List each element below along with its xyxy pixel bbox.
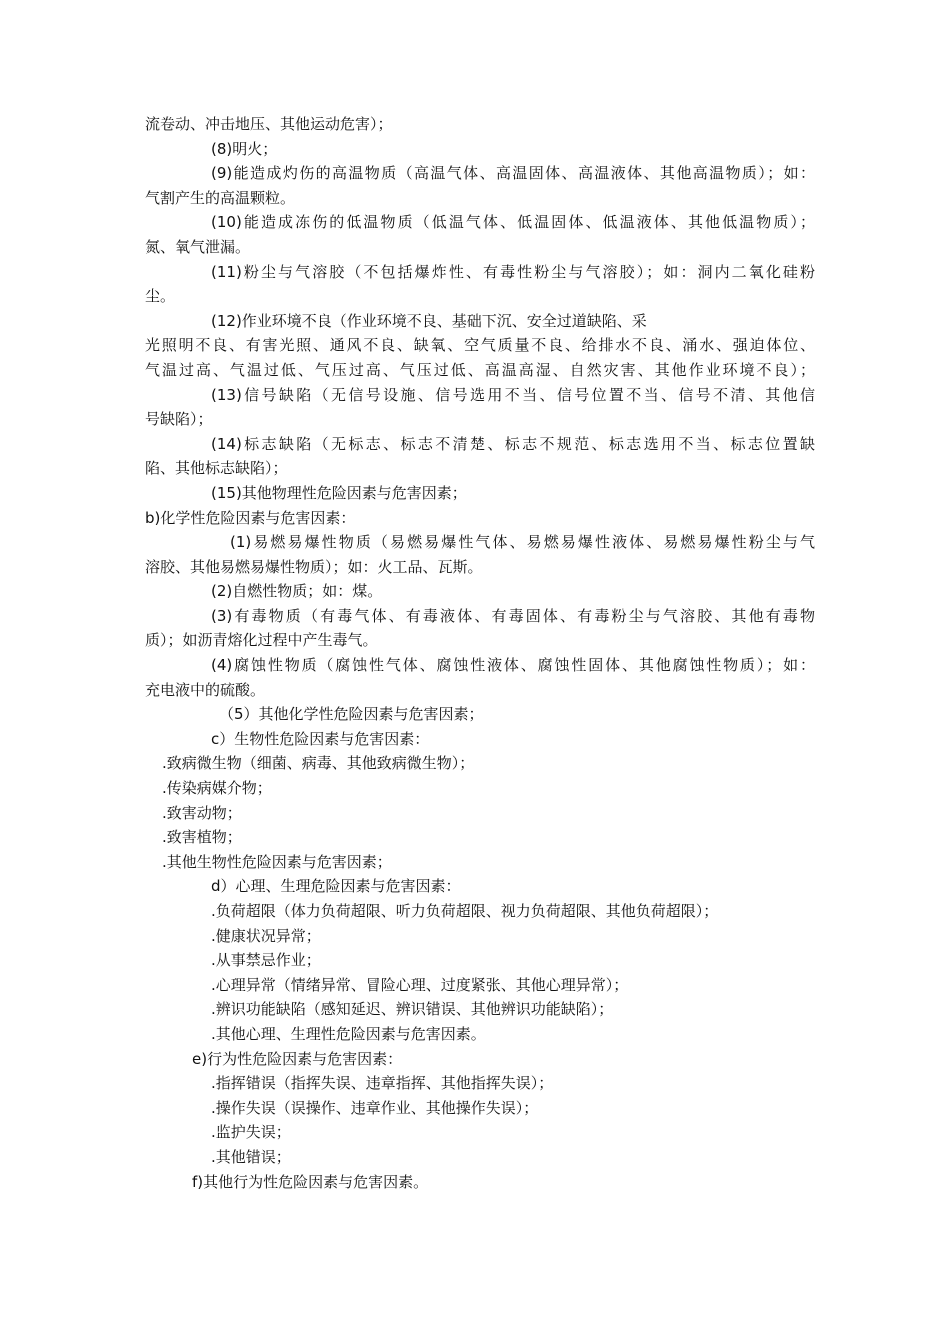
document-line: .健康状况异常； <box>211 926 321 945</box>
document-line: .其他心理、生理性危险因素与危害因素。 <box>211 1024 486 1043</box>
document-line: (1)易燃易爆性物质（易燃易爆性气体、易燃易爆性液体、易燃易爆性粉尘与气 <box>230 533 815 552</box>
document-line: (4)腐蚀性物质（腐蚀性气体、腐蚀性液体、腐蚀性固体、其他腐蚀性物质）；如： <box>211 656 815 675</box>
document-line: .操作失误（误操作、违章作业、其他操作失误）； <box>211 1098 539 1117</box>
document-line: 陷、其他标志缺陷）； <box>145 459 288 478</box>
document-line: .监护失误； <box>211 1123 291 1142</box>
document-line: (14)标志缺陷（无标志、标志不清楚、标志不规范、标志选用不当、标志位置缺 <box>211 434 815 453</box>
document-line: .从事禁忌作业； <box>211 951 321 970</box>
document-line: 尘。 <box>145 287 176 306</box>
document-line: (15)其他物理性危险因素与危害因素； <box>211 483 467 502</box>
document-line: (12)作业环境不良（作业环境不良、基础下沉、安全过道缺陷、采 <box>211 311 647 330</box>
document-line: 号缺陷）； <box>145 410 213 429</box>
document-line: .负荷超限（体力负荷超限、听力负荷超限、视力负荷超限、其他负荷超限）； <box>211 902 719 920</box>
document-line: (11)粉尘与气溶胶（不包括爆炸性、有毒性粉尘与气溶胶）；如：洞内二氧化硅粉 <box>211 262 815 281</box>
document-line: f)其他行为性危险因素与危害因素。 <box>192 1172 429 1191</box>
document-line: (2)自燃性物质；如：煤。 <box>211 582 383 601</box>
document-line: (3)有毒物质（有毒气体、有毒液体、有毒固体、有毒粉尘与气溶胶、其他有毒物 <box>211 606 815 625</box>
document-line: 气温过高、气温过低、气压过高、气压过低、高温高湿、自然灾害、其他作业环境不良）； <box>145 360 815 379</box>
document-line: .其他错误； <box>211 1147 291 1166</box>
document-line: b)化学性危险因素与危害因素： <box>145 508 356 527</box>
document-line: (9)能造成灼伤的高温物质（高温气体、高温固体、高温液体、其他高温物质）；如： <box>211 164 815 183</box>
document-line: （5）其他化学性危险因素与危害因素； <box>219 705 484 724</box>
document-line: 充电液中的硫酸。 <box>145 680 266 699</box>
document-line: e)行为性危险因素与危害因素： <box>192 1049 403 1068</box>
document-line: .辨识功能缺陷（感知延迟、辨识错误、其他辨识功能缺陷）； <box>211 1000 614 1019</box>
document-line: 溶胶、其他易燃易爆性物质）；如：火工品、瓦斯。 <box>145 557 483 576</box>
document-line: .指挥错误（指挥失误、违章指挥、其他指挥失误）； <box>211 1074 554 1093</box>
document-line: (8)明火； <box>211 139 278 158</box>
document-line: 质）；如沥青熔化过程中产生毒气。 <box>145 631 378 650</box>
document-line: 氮、氧气泄漏。 <box>145 237 251 256</box>
document-line: (10)能造成冻伤的低温物质（低温气体、低温固体、低温液体、其他低温物质）； <box>211 213 815 232</box>
document-line: 气割产生的高温颗粒。 <box>145 188 296 207</box>
document-line: c）生物性危险因素与危害因素： <box>211 729 430 748</box>
document-page <box>145 112 815 1194</box>
document-line: d）心理、生理危险因素与危害因素： <box>211 877 461 896</box>
document-line: .心理异常（情绪异常、冒险心理、过度紧张、其他心理异常）； <box>211 975 629 994</box>
document-line: (13)信号缺陷（无信号设施、信号选用不当、信号位置不当、信号不清、其他信 <box>211 385 815 404</box>
document-line: .其他生物性危险因素与危害因素； <box>162 852 392 871</box>
document-line: .致害动物； <box>162 803 242 822</box>
document-line: 光照明不良、有害光照、通风不良、缺氧、空气质量不良、给排水不良、涌水、强迫体位、 <box>145 336 815 355</box>
document-line: 流卷动、冲击地压、其他运动危害）； <box>145 115 393 133</box>
document-line: .传染病媒介物； <box>162 779 272 798</box>
document-line: .致病微生物（细菌、病毒、其他致病微生物）； <box>162 754 475 773</box>
document-line: .致害植物； <box>162 828 242 847</box>
